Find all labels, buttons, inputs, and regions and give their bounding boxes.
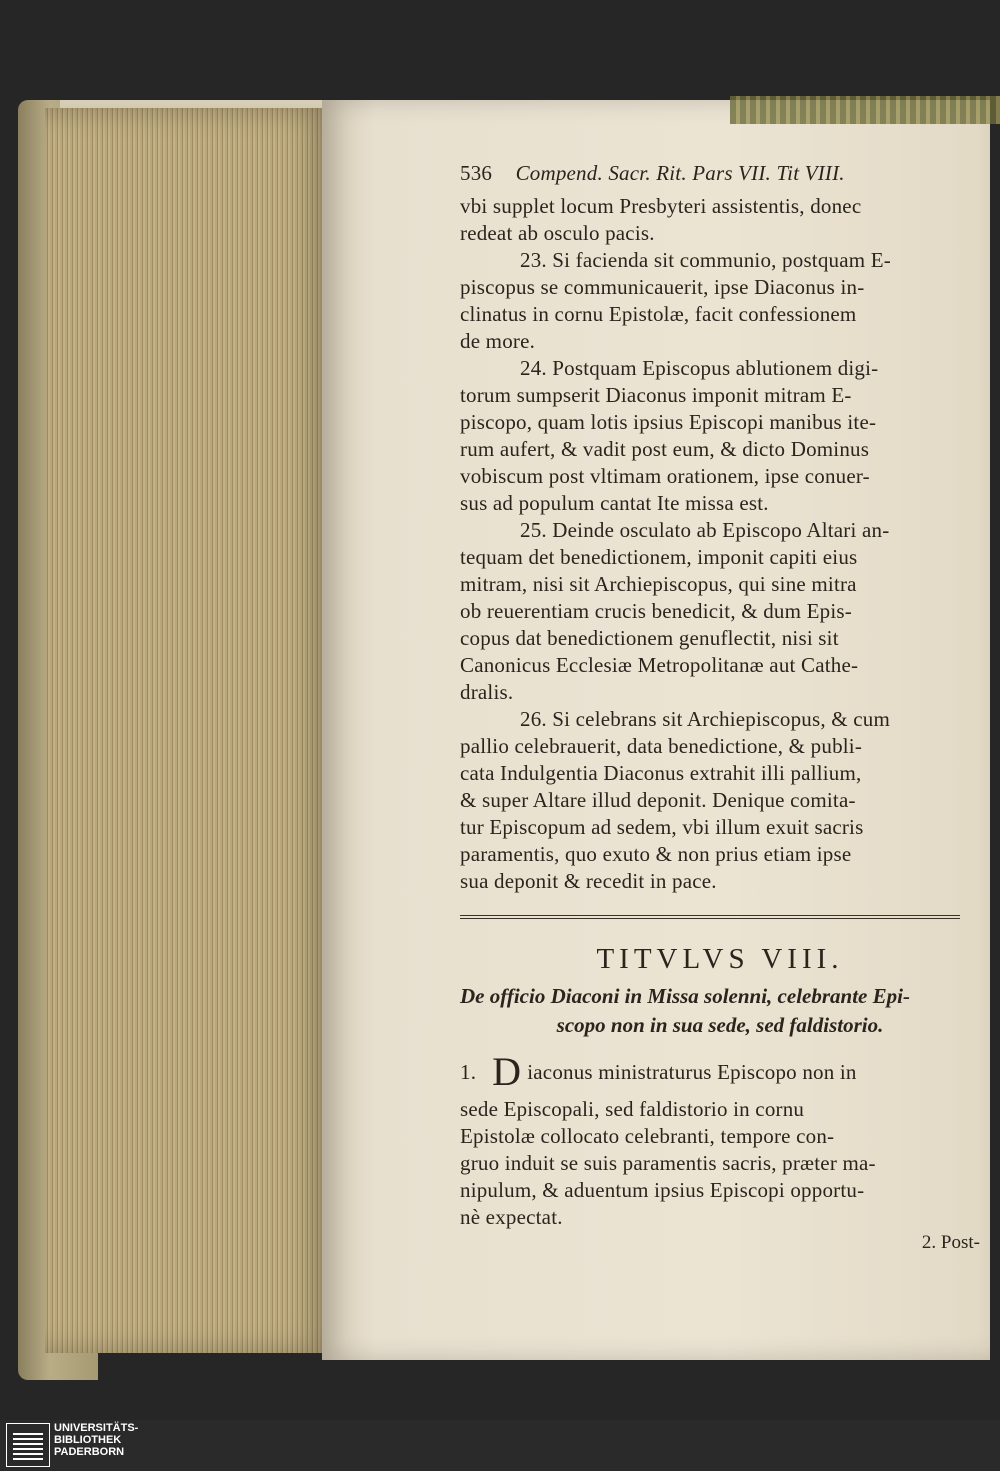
text-line: mitram, nisi sit Archiepiscopus, qui sine mitra	[460, 572, 857, 596]
section-subtitle-line-1: De officio Diaconi in Missa solenni, celebrante Epi-	[460, 984, 910, 1008]
paragraph-number: 1.	[460, 1060, 477, 1084]
text-line: tequam det benedictionem, imponit capiti eius	[460, 545, 858, 569]
catchword: 2. Post-	[921, 1232, 980, 1253]
text-line: pallio celebrauerit, data benedictione, & publi-	[460, 734, 863, 758]
para-line: gruo induit se suis paramentis sacris, præter ma-	[460, 1151, 876, 1175]
para-line: Epistolæ collocato celebranti, tempore con-	[460, 1124, 835, 1148]
text-line: ob reuerentiam crucis benedicit, & dum Epis-	[460, 599, 852, 623]
library-footer	[0, 1420, 1000, 1471]
library-name-line: PADERBORN	[54, 1446, 125, 1458]
para-rest	[460, 1096, 980, 1231]
text-line: cata Indulgentia Diaconus extrahit illi pallium,	[460, 761, 862, 785]
library-name-line: BIBLIOTHEK	[54, 1434, 122, 1446]
text-line: 26. Si celebrans sit Archiepiscopus, & cum	[520, 707, 891, 731]
text-line: sua deponit & recedit in pace.	[460, 869, 717, 893]
text-line: clinatus in cornu Epistolæ, facit confessionem	[460, 302, 857, 326]
text-line: paramentis, quo exuto & non prius etiam ipse	[460, 842, 852, 866]
text-line: redeat ab osculo pacis.	[460, 221, 655, 245]
text-line: 25. Deinde osculato ab Episcopo Altari an-	[520, 518, 890, 542]
page-text	[460, 160, 980, 1255]
para-line: sede Episcopali, sed faldistorio in cornu	[460, 1097, 805, 1121]
text-line: torum sumpserit Diaconus imponit mitram E-	[460, 383, 852, 407]
running-title: Compend. Sacr. Rit. Pars VII. Tit VIII.	[515, 161, 845, 185]
section-subtitle-line-2: scopo non in sua sede, sed faldistorio.	[556, 1013, 884, 1037]
para-line: iaconus ministraturus Episcopo non in	[527, 1060, 857, 1084]
text-line: vobiscum post vltimam orationem, ipse conuer-	[460, 464, 870, 488]
bookmark-ribbon	[730, 96, 1000, 124]
text-line: 23. Si facienda sit communio, postquam E-	[520, 248, 891, 272]
section-title: TITVLVS VIII.	[596, 943, 844, 975]
para-line: nè expectat.	[460, 1205, 563, 1229]
para-line: nipulum, & aduentum ipsius Episcopi opportu-	[460, 1178, 865, 1202]
page-number: 536	[460, 161, 493, 185]
text-line: piscopus se communicauerit, ipse Diaconus in-	[460, 275, 865, 299]
text-line: de more.	[460, 329, 536, 353]
section-paragraph	[460, 1048, 980, 1255]
running-header	[460, 160, 980, 187]
text-line: copus dat benedictionem genuflectit, nisi sit	[460, 626, 839, 650]
library-logo	[6, 1423, 50, 1467]
text-line: sus ad populum cantat Ite missa est.	[460, 491, 769, 515]
text-line: piscopo, quam lotis ipsius Episcopi manibus ite-	[460, 410, 877, 434]
section-rule	[460, 915, 960, 925]
library-name	[54, 1422, 138, 1458]
library-name-line: UNIVERSITÄTS-	[54, 1422, 139, 1434]
text-line: Canonicus Ecclesiæ Metropolitanæ aut Cathe-	[460, 653, 859, 677]
text-line: & super Altare illud deponit. Denique comita-	[460, 788, 856, 812]
text-line: 24. Postquam Episcopus ablutionem digi-	[520, 356, 879, 380]
text-line: vbi supplet locum Presbyteri assistentis, donec	[460, 194, 862, 218]
text-line: rum aufert, & vadit post eum, & dicto Dominus	[460, 437, 870, 461]
page-edges	[45, 108, 335, 1353]
body-text	[460, 193, 980, 895]
text-line: dralis.	[460, 680, 514, 704]
text-line: tur Episcopum ad sedem, vbi illum exuit sacris	[460, 815, 864, 839]
drop-cap: D	[492, 1049, 522, 1094]
